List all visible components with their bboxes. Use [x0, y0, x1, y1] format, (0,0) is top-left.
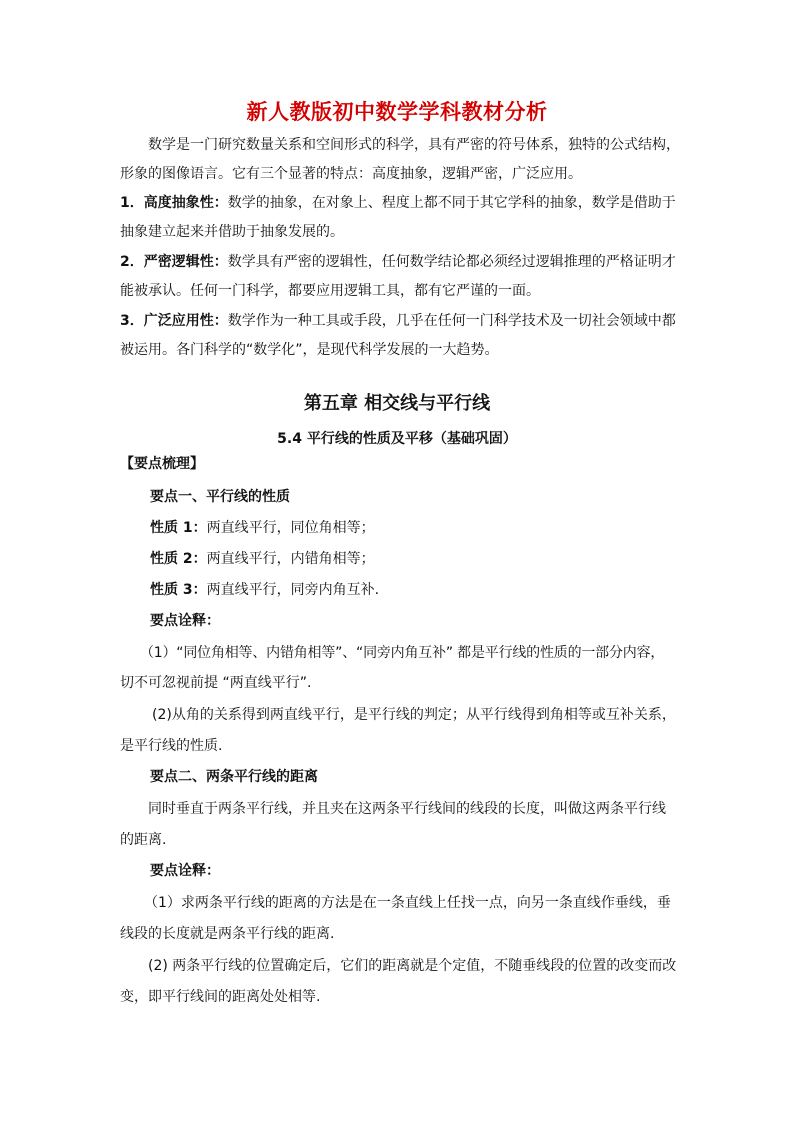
- point-2-heading: 要点二、两条平行线的距离: [150, 769, 318, 785]
- point-2-note-2-line-1: (2) 两条平行线的位置确定后，它们的距离就是个定值，不随垂线段的位置的改变而改: [148, 958, 677, 974]
- feature-3-label: 3．广泛应用性：: [120, 313, 228, 329]
- chapter-title: 第五章 相交线与平行线: [303, 393, 491, 414]
- property-2-label: 性质 2：: [150, 551, 207, 567]
- point-2-note-heading: 要点诠释：: [150, 863, 220, 879]
- property-3-label: 性质 3：: [150, 582, 207, 598]
- point-2-note-1-line-2: 线段的长度就是两条平行线的距离.: [120, 926, 335, 942]
- feature-3-line-2: 被运用。各门科学的“数学化”，是现代科学发展的一大趋势。: [120, 342, 499, 358]
- point-1-note-2-line-1: (2)从角的关系得到两直线平行，是平行线的判定；从平行线得到角相等或互补关系，: [152, 707, 676, 723]
- document-title: 新人教版初中数学学科教材分析: [246, 100, 548, 124]
- property-1-label: 性质 1：: [150, 520, 207, 536]
- point-1-note-2-line-2: 是平行线的性质.: [120, 738, 223, 754]
- point-2-note-1-line-1: （1）求两条平行线的距离的方法是在一条直线上任找一点，向另一条直线作垂线，垂: [144, 895, 671, 911]
- feature-1-line-2: 抽象建立起来并借助于抽象发展的。: [120, 224, 344, 240]
- feature-1-text: 数学的抽象，在对象上、程度上都不同于其它学科的抽象，数学是借助于: [227, 195, 676, 211]
- section-title: 5.4 平行线的性质及平移（基础巩固）: [277, 431, 517, 447]
- feature-2-text: 数学具有严密的逻辑性，任何数学结论都必须经过逻辑推理的严格证明才: [227, 254, 676, 270]
- point-1-note-1-line-1: （1）“同位角相等、内错角相等”、“同旁内角互补” 都是平行线的性质的一部分内容，: [140, 645, 665, 661]
- feature-2-line-2: 能被承认。任何一门科学，都要应用逻辑工具，都有它严谨的一面。: [120, 283, 540, 299]
- definition-line-1: 同时垂直于两条平行线，并且夹在这两条平行线间的线段的长度，叫做这两条平行线: [148, 801, 666, 817]
- feature-2-label: 2．严密逻辑性：: [120, 254, 228, 270]
- property-3-text: 两直线平行，同旁内角互补.: [206, 582, 380, 598]
- property-2: [150, 548, 375, 570]
- property-2-text: 两直线平行，内错角相等；: [206, 551, 375, 567]
- point-1-heading: 要点一、平行线的性质: [150, 489, 290, 505]
- intro-line-2: 形象的图像语言。它有三个显著的特点：高度抽象，逻辑严密，广泛应用。: [120, 166, 582, 182]
- definition-line-2: 的距离.: [120, 832, 167, 848]
- feature-3-line-1: [120, 310, 676, 332]
- feature-2-line-1: [120, 251, 676, 273]
- summary-heading: 【要点梳理】: [120, 456, 204, 472]
- feature-1-label: 1．高度抽象性：: [120, 195, 228, 211]
- intro-line-1: 数学是一门研究数量关系和空间形式的科学，具有严密的符号体系，独特的公式结构，: [148, 137, 680, 153]
- point-1-note-heading: 要点诠释：: [150, 613, 220, 629]
- point-2-note-2-line-2: 变，即平行线间的距离处处相等.: [120, 989, 321, 1005]
- point-1-note-1-line-2: 切不可忽视前提 “两直线平行”.: [120, 675, 312, 691]
- property-1: [150, 517, 375, 539]
- feature-1-line-1: [120, 192, 676, 214]
- feature-3-text: 数学作为一种工具或手段，几乎在任何一门科学技术及一切社会领域中都: [227, 313, 676, 329]
- property-1-text: 两直线平行，同位角相等；: [206, 520, 375, 536]
- property-3: [150, 579, 379, 601]
